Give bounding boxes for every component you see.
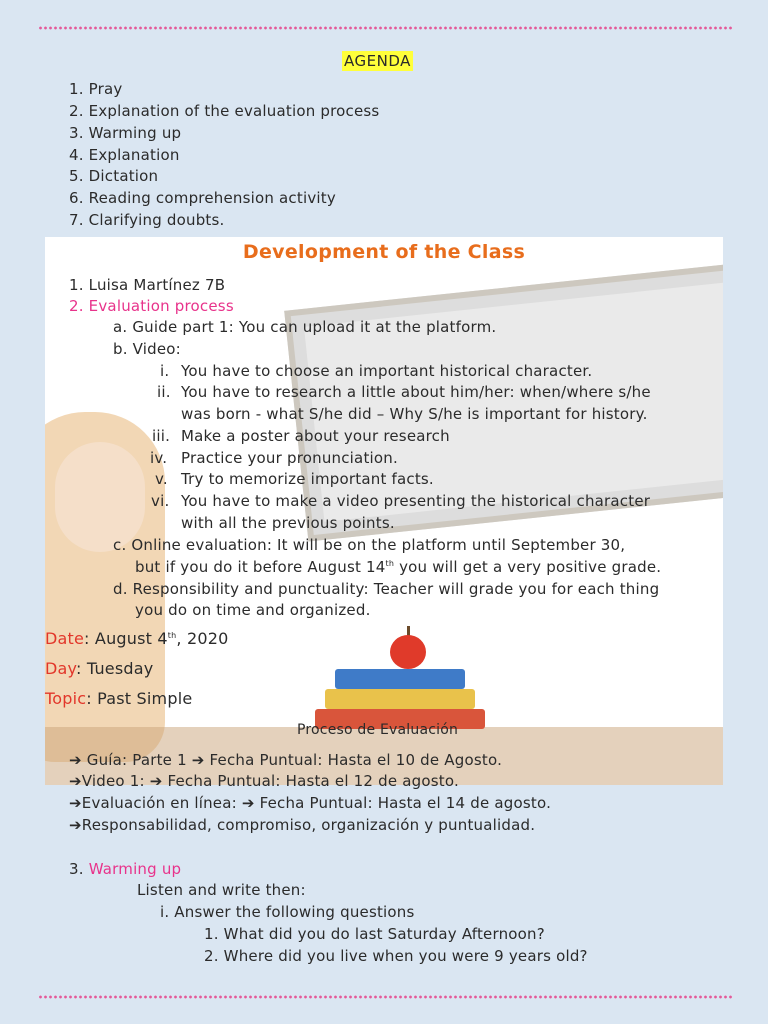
evaluation-process-heading: 2. Evaluation process [69, 297, 234, 315]
arrow-right-icon: ➔ [69, 794, 82, 812]
arrow-right-icon: ➔ [69, 772, 82, 790]
warming-up-heading [69, 859, 181, 879]
c-cont-text: but if you do it before August 14 [135, 558, 386, 576]
date-value: : August 4 [84, 629, 168, 648]
warming-sub: i. Answer the following questions [160, 903, 415, 921]
top-dotted-border [38, 25, 732, 31]
video-step-text: You have to research a little about him/her: when/where s/he [181, 383, 651, 401]
proceso-title: Proceso de Evaluación [297, 722, 459, 738]
video-step-number: vi. [151, 492, 170, 510]
proceso-row [69, 793, 551, 813]
day-value: : Tuesday [76, 659, 154, 678]
responsibility-d: d. Responsibility and punctuality: Teacher will grade you for each thing [113, 580, 660, 598]
video-step-text: You have to make a video presenting the historical character [181, 492, 651, 510]
agenda-item: 6. Reading comprehension activity [69, 189, 336, 207]
video-step-text: with all the previous points. [181, 514, 395, 532]
date-line [45, 629, 228, 649]
book-illustration [325, 689, 475, 709]
arrow-right-icon: ➔ [69, 751, 82, 769]
arrow-right-icon: ➔ [69, 816, 82, 834]
warming-intro: Listen and write then: [137, 881, 306, 899]
topic-label: Topic [45, 689, 87, 708]
agenda-title: AGENDA [344, 52, 411, 70]
video-step-number: iii. [152, 427, 171, 445]
date-label: Date [45, 629, 85, 648]
warming-number: 3. [69, 860, 84, 878]
proceso-row [69, 750, 502, 770]
agenda-item: 5. Dictation [69, 167, 159, 185]
video-step-text: Make a poster about your research [181, 427, 450, 445]
agenda-item: 4. Explanation [69, 146, 180, 164]
guide-part-a: a. Guide part 1: You can upload it at the platform. [113, 318, 497, 336]
responsibility-d-cont: you do on time and organized. [135, 601, 371, 619]
proceso-row-text: Video 1: ➔ Fecha Puntual: Hasta el 12 de agosto. [81, 772, 459, 790]
topic-value: : Past Simple [86, 689, 193, 708]
proceso-row [69, 771, 459, 791]
online-evaluation-c: c. Online evaluation: It will be on the platform until September 30, [113, 536, 626, 554]
question-item: 1. What did you do last Saturday Afternoon? [204, 925, 545, 943]
video-step-number: i. [160, 362, 170, 380]
video-step-text: was born - what S/he did – Why S/he is important for history. [181, 405, 648, 423]
c-cont-text-end: you will get a very positive grade. [394, 558, 662, 576]
topic-line [45, 689, 192, 709]
day-label: Day [45, 659, 77, 678]
video-step-number: iv. [150, 449, 168, 467]
bottom-dotted-border [38, 994, 732, 1000]
date-year: , 2020 [176, 629, 229, 648]
video-step-text: You have to choose an important historical character. [181, 362, 593, 380]
proceso-row-text: Responsabilidad, compromiso, organización y puntualidad. [81, 816, 536, 834]
agenda-item: 3. Warming up [69, 124, 182, 142]
video-step-number: v. [155, 470, 168, 488]
video-step-text: Try to memorize important facts. [181, 470, 434, 488]
proceso-row [69, 815, 535, 835]
day-line [45, 659, 153, 679]
video-step-text: Practice your pronunciation. [181, 449, 398, 467]
video-step-number: ii. [157, 383, 171, 401]
online-evaluation-c-cont [135, 557, 661, 577]
apple-illustration [390, 635, 426, 669]
question-item: 2. Where did you live when you were 9 years old? [204, 947, 588, 965]
development-title: Development of the Class [242, 241, 526, 263]
agenda-item: 2. Explanation of the evaluation process [69, 102, 380, 120]
date-sup: th [167, 631, 177, 640]
c-cont-sup: th [385, 559, 395, 568]
development-item-1: 1. Luisa Martínez 7B [69, 276, 226, 294]
agenda-item: 1. Pray [69, 80, 123, 98]
proceso-row-text: Guía: Parte 1 ➔ Fecha Puntual: Hasta el 10 de Agosto. [81, 751, 503, 769]
book-illustration [335, 669, 465, 689]
warming-label: Warming up [88, 860, 182, 878]
proceso-row-text: Evaluación en línea: ➔ Fecha Puntual: Hasta el 14 de agosto. [81, 794, 552, 812]
video-part-b: b. Video: [113, 340, 181, 358]
agenda-item: 7. Clarifying doubts. [69, 211, 225, 229]
